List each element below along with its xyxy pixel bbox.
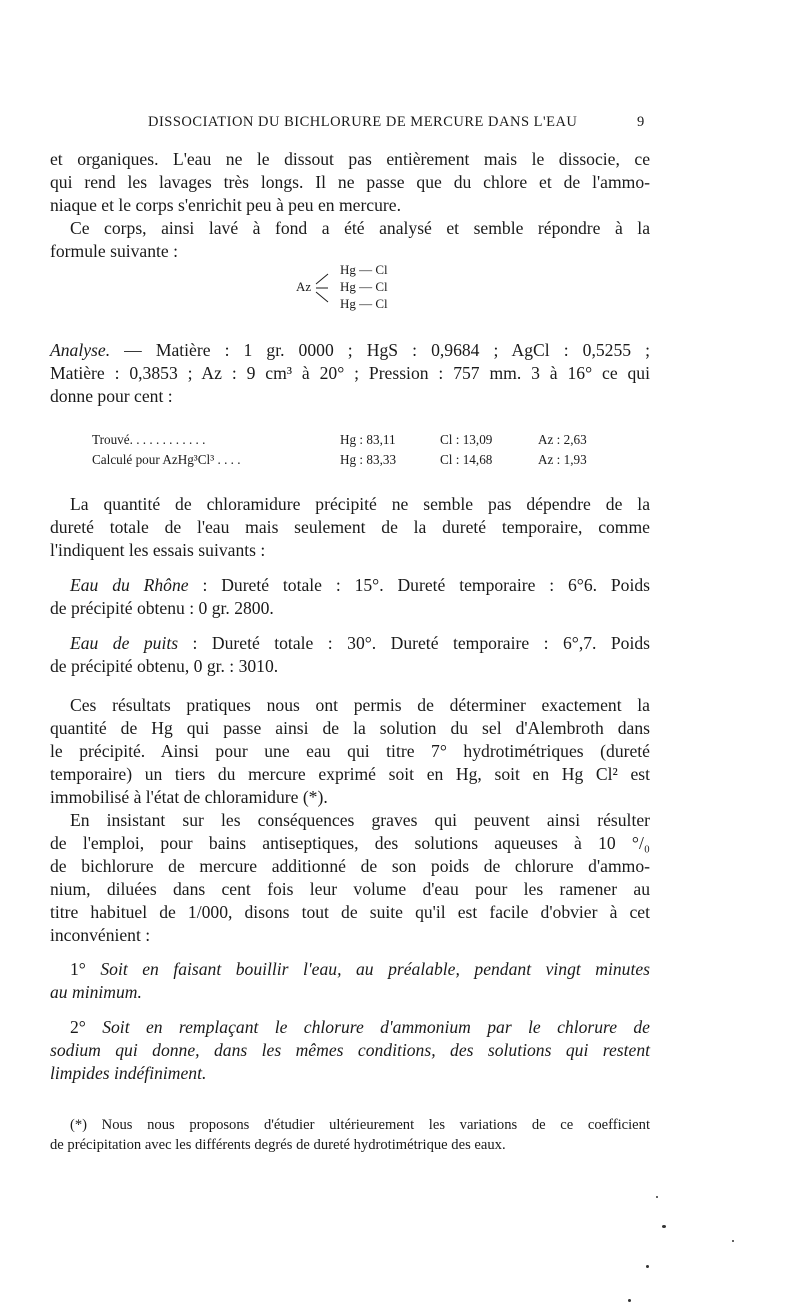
puits-text: : Dureté totale : 30°. Dureté temporaire : 6°,7. Poids (178, 633, 650, 653)
text-line: de l'emploi, pour bains antiseptiques, des solutions aqueuses à 10 °/₀ (50, 833, 650, 853)
paragraph-3 (50, 493, 650, 562)
text-line: de précipité obtenu : 0 gr. 2800. (50, 598, 274, 618)
text-line: quantité de Hg qui passe ainsi de la solution du sel d'Alembroth dans (50, 718, 650, 738)
formula-row: Hg — Cl (340, 296, 388, 311)
analysis-label: Analyse. (50, 340, 111, 360)
paragraph-4 (50, 694, 650, 809)
puits-paragraph (50, 632, 650, 678)
footnote (50, 1115, 650, 1155)
print-speck (732, 1240, 734, 1242)
item-text: au minimum. (50, 982, 142, 1002)
table-row (92, 450, 632, 470)
text-line: inconvénient : (50, 925, 151, 945)
paragraph-2 (50, 217, 650, 263)
text-line: Ces résultats pratiques nous ont permis de déterminer exactement la (70, 695, 650, 715)
header-title: DISSOCIATION DU BICHLORURE DE MERCURE DANS L'EAU (148, 114, 578, 130)
text-line (50, 958, 650, 981)
text-line (50, 981, 650, 1004)
item-text: Soit en faisant bouillir l'eau, au préalable, pendant vingt minutes (85, 959, 650, 979)
running-header (0, 114, 800, 136)
analysis-paragraph (50, 339, 650, 408)
print-speck (656, 1196, 658, 1198)
formula-bonds (314, 268, 340, 308)
rhone-paragraph (50, 574, 650, 620)
footnote-line: de précipitation avec les différents degrés de dureté hydrotimétrique des eaux. (50, 1137, 506, 1153)
text-line (50, 1062, 650, 1085)
results-table (92, 430, 632, 470)
text-line: et organiques. L'eau ne le dissout pas entièrement mais le dissocie, ce (50, 149, 650, 169)
text-line: immobilisé à l'état de chloramidure (*). (50, 787, 328, 807)
text-line (50, 574, 650, 597)
chemical-formula (296, 262, 416, 312)
item-text: limpides indéfiniment. (50, 1063, 207, 1083)
text-line (50, 1039, 650, 1062)
item-number: 1° (70, 959, 86, 979)
row-label: Calculé pour AzHg³Cl³ . . . . (92, 452, 241, 467)
text-line: niaque et le corps s'enrichit peu à peu en mercure. (50, 195, 401, 215)
analysis-text: — Matière : 1 gr. 0000 ; HgS : 0,9684 ; AgCl : 0,5255 ; (110, 340, 650, 360)
item-number: 2° (70, 1017, 86, 1037)
text-line: nium, diluées dans cent fois leur volume d'eau pour les ramener au (50, 879, 650, 899)
rhone-text: : Dureté totale : 15°. Dureté temporaire : 6°6. Poids (188, 575, 650, 595)
paragraph-5 (50, 809, 650, 947)
text-line: de bichlorure de mercure additionné de son poids de chlorure d'ammo- (50, 856, 650, 876)
text-line: La quantité de chloramidure précipité ne semble pas dépendre de la (70, 494, 650, 514)
row-label: Trouvé. . . . . . . . . . . . (92, 432, 206, 447)
table-row (92, 430, 632, 450)
text-line: En insistant sur les conséquences graves qui peuvent ainsi résulter (70, 810, 650, 830)
print-speck (662, 1225, 666, 1228)
text-line: qui rend les lavages très longs. Il ne passe que du chlore et de l'ammo- (50, 172, 650, 192)
text-line: de précipité obtenu, 0 gr. : 3010. (50, 656, 279, 676)
text-line: Matière : 0,3853 ; Az : 9 cm³ à 20° ; Pression : 757 mm. 3 à 16° ce qui (50, 363, 650, 383)
text-line (50, 632, 650, 655)
print-speck (628, 1299, 631, 1302)
az-value: Az : 2,63 (538, 432, 587, 447)
item-text: sodium qui donne, dans les mêmes conditions, des solutions qui restent (50, 1040, 650, 1060)
cl-value: Cl : 13,09 (440, 432, 493, 447)
text-line: titre habituel de 1/000, disons tout de suite qu'il est facile d'obvier à cet (50, 902, 650, 922)
recommendation-2 (50, 1016, 650, 1085)
formula-row: Hg — Cl (340, 262, 388, 277)
item-text: Soit en remplaçant le chlorure d'ammonium par le chlorure de (85, 1017, 650, 1037)
hg-value: Hg : 83,33 (340, 452, 397, 467)
text-line: donne pour cent : (50, 386, 173, 406)
text-line: dureté totale de l'eau mais seulement de la dureté temporaire, comme (50, 517, 650, 537)
az-value: Az : 1,93 (538, 452, 587, 467)
print-speck (646, 1265, 649, 1268)
hg-value: Hg : 83,11 (340, 432, 396, 447)
recommendation-1 (50, 958, 650, 1004)
cl-value: Cl : 14,68 (440, 452, 493, 467)
footnote-line: (*) Nous nous proposons d'étudier ultérieurement les variations de ce coefficient (70, 1117, 650, 1133)
text-line: formule suivante : (50, 241, 179, 261)
text-line (50, 1016, 650, 1039)
text-line (50, 339, 650, 362)
rhone-label: Eau du Rhône (70, 575, 189, 595)
text-line: l'indiquent les essais suivants : (50, 540, 266, 560)
formula-row: Hg — Cl (340, 279, 388, 294)
text-line: le précipité. Ainsi pour une eau qui titre 7° hydrotimétriques (dureté (50, 741, 650, 761)
text-line: Ce corps, ainsi lavé à fond a été analysé et semble répondre à la (70, 218, 650, 238)
formula-center-atom: Az (296, 279, 312, 294)
page-number: 9 (637, 114, 645, 130)
paragraph-1 (50, 148, 650, 217)
text-line: temporaire) un tiers du mercure exprimé soit en Hg, soit en Hg Cl² est (50, 764, 650, 784)
puits-label: Eau de puits (70, 633, 179, 653)
